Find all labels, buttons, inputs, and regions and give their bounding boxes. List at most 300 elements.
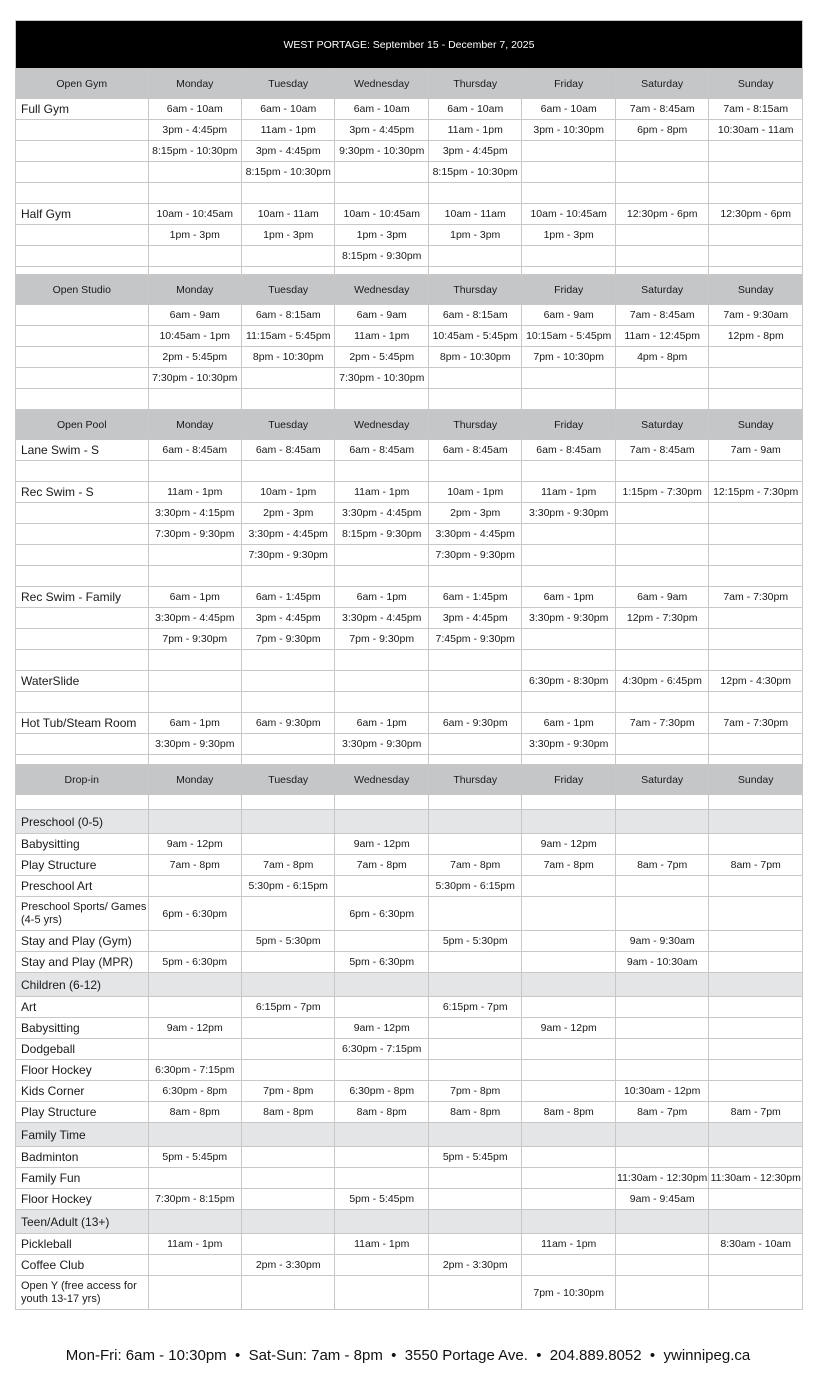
category-cell <box>709 810 803 834</box>
time-cell: 1pm - 3pm <box>335 225 428 246</box>
time-cell: 3:30pm - 9:30pm <box>335 734 428 755</box>
day-header: Thursday <box>428 275 521 305</box>
time-cell: 5pm - 5:30pm <box>428 931 521 952</box>
time-cell <box>335 162 428 183</box>
time-cell: 9:30pm - 10:30pm <box>335 141 428 162</box>
activity-label: Babysitting <box>16 1018 149 1039</box>
activity-label <box>16 267 149 275</box>
time-cell <box>709 267 803 275</box>
time-cell: 5pm - 6:30pm <box>335 952 428 973</box>
time-cell <box>709 566 803 587</box>
time-cell: 9am - 9:45am <box>615 1189 708 1210</box>
time-cell <box>615 1255 708 1276</box>
category-cell <box>148 1123 241 1147</box>
day-header: Sunday <box>709 410 803 440</box>
category-cell <box>428 810 521 834</box>
activity-label: Pickleball <box>16 1234 149 1255</box>
time-cell: 3:30pm - 9:30pm <box>522 734 615 755</box>
time-cell <box>242 692 335 713</box>
schedule-row <box>16 587 803 608</box>
time-cell: 11:30am - 12:30pm <box>615 1168 708 1189</box>
day-header: Monday <box>148 69 241 99</box>
time-cell: 1pm - 3pm <box>148 225 241 246</box>
schedule-row <box>16 162 803 183</box>
time-cell <box>242 897 335 931</box>
schedule-row <box>16 246 803 267</box>
time-cell: 9am - 12pm <box>522 834 615 855</box>
activity-label <box>16 305 149 326</box>
category-label: Children (6-12) <box>16 973 149 997</box>
time-cell <box>615 1039 708 1060</box>
time-cell: 9am - 12pm <box>335 834 428 855</box>
time-cell <box>335 931 428 952</box>
time-cell <box>709 1018 803 1039</box>
time-cell: 3:30pm - 9:30pm <box>522 608 615 629</box>
activity-label <box>16 566 149 587</box>
time-cell: 6pm - 6:30pm <box>335 897 428 931</box>
schedule-row <box>16 692 803 713</box>
category-row <box>16 1123 803 1147</box>
time-cell <box>522 692 615 713</box>
time-cell: 7am - 8:45am <box>615 440 708 461</box>
day-header: Sunday <box>709 765 803 795</box>
time-cell: 7pm - 10:30pm <box>522 1276 615 1310</box>
time-cell: 7am - 8pm <box>335 855 428 876</box>
time-cell <box>709 162 803 183</box>
time-cell: 10am - 10:45am <box>522 204 615 225</box>
time-cell: 11am - 1pm <box>335 326 428 347</box>
time-cell: 6am - 9am <box>615 587 708 608</box>
time-cell <box>615 629 708 650</box>
time-cell: 6am - 8:45am <box>148 440 241 461</box>
day-header: Saturday <box>615 69 708 99</box>
activity-label <box>16 162 149 183</box>
day-header: Saturday <box>615 275 708 305</box>
time-cell: 12:30pm - 6pm <box>709 204 803 225</box>
section-header <box>16 765 803 795</box>
time-cell: 3pm - 10:30pm <box>522 120 615 141</box>
time-cell <box>148 931 241 952</box>
time-cell: 5pm - 5:45pm <box>428 1147 521 1168</box>
schedule-row <box>16 1039 803 1060</box>
time-cell: 8:30am - 10am <box>709 1234 803 1255</box>
time-cell <box>148 267 241 275</box>
time-cell: 6am - 9am <box>148 305 241 326</box>
time-cell: 3pm - 4:45pm <box>428 141 521 162</box>
activity-label <box>16 246 149 267</box>
schedule-title: WEST PORTAGE: September 15 - December 7, 2025 <box>16 21 803 69</box>
time-cell <box>148 876 241 897</box>
time-cell: 3:30pm - 9:30pm <box>522 503 615 524</box>
day-header: Wednesday <box>335 410 428 440</box>
time-cell: 7am - 7:30pm <box>709 713 803 734</box>
time-cell <box>615 692 708 713</box>
time-cell <box>242 755 335 765</box>
time-cell: 6am - 9am <box>522 305 615 326</box>
time-cell: 8am - 7pm <box>709 855 803 876</box>
day-header: Saturday <box>615 410 708 440</box>
activity-label <box>16 225 149 246</box>
time-cell: 3:30pm - 4:45pm <box>335 503 428 524</box>
time-cell: 1pm - 3pm <box>522 225 615 246</box>
time-cell <box>148 183 241 204</box>
time-cell: 8am - 7pm <box>709 1102 803 1123</box>
activity-label <box>16 503 149 524</box>
time-cell <box>522 389 615 410</box>
time-cell <box>615 545 708 566</box>
time-cell <box>242 671 335 692</box>
day-header: Monday <box>148 765 241 795</box>
day-header: Tuesday <box>242 275 335 305</box>
time-cell: 5pm - 6:30pm <box>148 952 241 973</box>
time-cell: 5:30pm - 6:15pm <box>428 876 521 897</box>
category-cell <box>428 973 521 997</box>
schedule-row <box>16 650 803 671</box>
time-cell <box>148 755 241 765</box>
time-cell <box>242 952 335 973</box>
activity-label <box>16 734 149 755</box>
category-cell <box>335 973 428 997</box>
time-cell <box>335 1147 428 1168</box>
time-cell: 11:15am - 5:45pm <box>242 326 335 347</box>
time-cell <box>335 545 428 566</box>
day-header: Friday <box>522 275 615 305</box>
schedule-row <box>16 141 803 162</box>
time-cell: 6am - 10am <box>242 99 335 120</box>
schedule-row <box>16 440 803 461</box>
time-cell: 11am - 1pm <box>522 482 615 503</box>
time-cell <box>522 524 615 545</box>
activity-label <box>16 120 149 141</box>
day-header: Friday <box>522 410 615 440</box>
schedule-row <box>16 461 803 482</box>
time-cell: 11am - 1pm <box>335 1234 428 1255</box>
time-cell <box>522 876 615 897</box>
time-cell <box>709 755 803 765</box>
time-cell: 6am - 1:45pm <box>242 587 335 608</box>
category-cell <box>522 1123 615 1147</box>
time-cell: 8:15pm - 10:30pm <box>242 162 335 183</box>
time-cell <box>428 246 521 267</box>
schedule-row <box>16 1018 803 1039</box>
time-cell <box>428 671 521 692</box>
activity-label: Play Structure <box>16 855 149 876</box>
time-cell <box>522 162 615 183</box>
time-cell: 3:30pm - 4:45pm <box>428 524 521 545</box>
time-cell <box>709 183 803 204</box>
time-cell: 3:30pm - 9:30pm <box>148 734 241 755</box>
time-cell: 6am - 8:15am <box>242 305 335 326</box>
time-cell <box>335 671 428 692</box>
time-cell <box>335 650 428 671</box>
time-cell: 2pm - 5:45pm <box>148 347 241 368</box>
time-cell: 6am - 1pm <box>522 587 615 608</box>
activity-label <box>16 629 149 650</box>
time-cell <box>709 834 803 855</box>
time-cell <box>242 795 335 810</box>
time-cell: 2pm - 5:45pm <box>335 347 428 368</box>
time-cell <box>148 997 241 1018</box>
activity-label: Play Structure <box>16 1102 149 1123</box>
schedule-row <box>16 734 803 755</box>
schedule-row <box>16 1147 803 1168</box>
time-cell: 6:30pm - 7:15pm <box>148 1060 241 1081</box>
time-cell <box>615 267 708 275</box>
time-cell: 11am - 1pm <box>148 1234 241 1255</box>
schedule-row <box>16 713 803 734</box>
time-cell <box>428 952 521 973</box>
activity-label <box>16 755 149 765</box>
schedule-row <box>16 1168 803 1189</box>
time-cell: 7pm - 9:30pm <box>148 629 241 650</box>
activity-label <box>16 326 149 347</box>
category-cell <box>335 1123 428 1147</box>
time-cell <box>615 524 708 545</box>
time-cell <box>242 566 335 587</box>
time-cell <box>615 650 708 671</box>
time-cell <box>522 1255 615 1276</box>
time-cell: 7:30pm - 9:30pm <box>148 524 241 545</box>
day-header: Tuesday <box>242 69 335 99</box>
time-cell: 9am - 12pm <box>148 834 241 855</box>
time-cell <box>242 734 335 755</box>
time-cell <box>522 629 615 650</box>
time-cell: 6:15pm - 7pm <box>242 997 335 1018</box>
category-cell <box>709 1123 803 1147</box>
time-cell <box>522 795 615 810</box>
time-cell <box>242 1018 335 1039</box>
time-cell <box>428 368 521 389</box>
time-cell <box>522 1039 615 1060</box>
time-cell <box>242 1168 335 1189</box>
time-cell <box>242 1189 335 1210</box>
time-cell: 7:30pm - 10:30pm <box>335 368 428 389</box>
schedule-row <box>16 545 803 566</box>
time-cell <box>428 755 521 765</box>
day-header: Sunday <box>709 275 803 305</box>
time-cell: 12:15pm - 7:30pm <box>709 482 803 503</box>
category-cell <box>615 973 708 997</box>
category-cell <box>709 973 803 997</box>
day-header: Thursday <box>428 765 521 795</box>
time-cell <box>615 755 708 765</box>
activity-label: Hot Tub/Steam Room <box>16 713 149 734</box>
activity-label: Preschool Sports/ Games (4-5 yrs) <box>16 897 149 931</box>
time-cell: 11am - 1pm <box>148 482 241 503</box>
activity-label <box>16 524 149 545</box>
section-title: Open Pool <box>16 410 149 440</box>
schedule-row <box>16 1276 803 1310</box>
category-cell <box>709 1210 803 1234</box>
schedule-row <box>16 1102 803 1123</box>
activity-label: Preschool Art <box>16 876 149 897</box>
activity-label <box>16 389 149 410</box>
time-cell: 3pm - 4:45pm <box>242 141 335 162</box>
time-cell <box>242 183 335 204</box>
time-cell <box>709 931 803 952</box>
time-cell: 6am - 9:30pm <box>242 713 335 734</box>
time-cell <box>335 183 428 204</box>
time-cell: 10am - 10:45am <box>148 204 241 225</box>
activity-label: Babysitting <box>16 834 149 855</box>
category-label: Family Time <box>16 1123 149 1147</box>
time-cell <box>615 834 708 855</box>
time-cell <box>148 162 241 183</box>
schedule-row <box>16 389 803 410</box>
time-cell <box>428 834 521 855</box>
time-cell: 11am - 1pm <box>335 482 428 503</box>
time-cell: 2pm - 3:30pm <box>242 1255 335 1276</box>
time-cell: 6am - 8:45am <box>242 440 335 461</box>
time-cell: 10:30am - 11am <box>709 120 803 141</box>
time-cell: 8am - 7pm <box>615 1102 708 1123</box>
category-cell <box>335 1210 428 1234</box>
time-cell <box>428 897 521 931</box>
day-header: Thursday <box>428 410 521 440</box>
time-cell: 7am - 8:45am <box>615 99 708 120</box>
time-cell: 6am - 1:45pm <box>428 587 521 608</box>
activity-label: WaterSlide <box>16 671 149 692</box>
day-header: Wednesday <box>335 69 428 99</box>
time-cell <box>615 734 708 755</box>
time-cell: 11am - 1pm <box>242 120 335 141</box>
time-cell <box>709 141 803 162</box>
time-cell <box>242 389 335 410</box>
time-cell <box>522 545 615 566</box>
time-cell: 1:15pm - 7:30pm <box>615 482 708 503</box>
time-cell <box>615 1147 708 1168</box>
time-cell: 6am - 8:45am <box>335 440 428 461</box>
time-cell: 6:30pm - 7:15pm <box>335 1039 428 1060</box>
time-cell <box>148 1168 241 1189</box>
schedule-row <box>16 755 803 765</box>
time-cell <box>615 997 708 1018</box>
time-cell: 6am - 1pm <box>148 713 241 734</box>
activity-label: Open Y (free access for youth 13-17 yrs) <box>16 1276 149 1310</box>
time-cell <box>335 1255 428 1276</box>
time-cell: 10am - 1pm <box>242 482 335 503</box>
section-header <box>16 275 803 305</box>
time-cell: 9am - 12pm <box>522 1018 615 1039</box>
time-cell <box>148 650 241 671</box>
time-cell: 6am - 1pm <box>335 587 428 608</box>
time-cell: 6am - 1pm <box>335 713 428 734</box>
time-cell <box>148 1039 241 1060</box>
day-header: Wednesday <box>335 765 428 795</box>
category-cell <box>522 973 615 997</box>
time-cell <box>335 795 428 810</box>
day-header: Tuesday <box>242 765 335 795</box>
time-cell <box>428 1060 521 1081</box>
day-header: Monday <box>148 410 241 440</box>
time-cell <box>242 650 335 671</box>
time-cell <box>335 692 428 713</box>
time-cell <box>428 734 521 755</box>
time-cell: 7pm - 10:30pm <box>522 347 615 368</box>
day-header: Sunday <box>709 69 803 99</box>
category-cell <box>148 1210 241 1234</box>
time-cell: 7am - 8pm <box>428 855 521 876</box>
time-cell: 7:30pm - 9:30pm <box>428 545 521 566</box>
category-cell <box>242 810 335 834</box>
time-cell <box>148 1276 241 1310</box>
activity-label: Badminton <box>16 1147 149 1168</box>
activity-label <box>16 650 149 671</box>
time-cell: 7am - 8pm <box>148 855 241 876</box>
time-cell: 8am - 7pm <box>615 855 708 876</box>
time-cell <box>709 795 803 810</box>
section-title: Open Gym <box>16 69 149 99</box>
schedule-table <box>15 20 803 1310</box>
time-cell: 3pm - 4:45pm <box>148 120 241 141</box>
time-cell <box>522 1060 615 1081</box>
time-cell <box>615 566 708 587</box>
category-label: Preschool (0-5) <box>16 810 149 834</box>
time-cell <box>242 1039 335 1060</box>
schedule-row <box>16 566 803 587</box>
time-cell <box>709 876 803 897</box>
day-header: Saturday <box>615 765 708 795</box>
activity-label <box>16 545 149 566</box>
time-cell <box>242 267 335 275</box>
time-cell: 8am - 8pm <box>242 1102 335 1123</box>
time-cell: 7am - 7:30pm <box>615 713 708 734</box>
time-cell <box>522 952 615 973</box>
schedule-row <box>16 326 803 347</box>
time-cell <box>522 1147 615 1168</box>
schedule-row <box>16 1255 803 1276</box>
time-cell: 4:30pm - 6:45pm <box>615 671 708 692</box>
time-cell: 3pm - 4:45pm <box>428 608 521 629</box>
activity-label: Floor Hockey <box>16 1060 149 1081</box>
time-cell <box>148 566 241 587</box>
time-cell <box>148 692 241 713</box>
time-cell: 8am - 8pm <box>428 1102 521 1123</box>
time-cell <box>242 1060 335 1081</box>
time-cell <box>709 650 803 671</box>
time-cell <box>522 246 615 267</box>
activity-label: Art <box>16 997 149 1018</box>
time-cell <box>615 246 708 267</box>
category-cell <box>615 1123 708 1147</box>
schedule-row <box>16 671 803 692</box>
time-cell <box>709 524 803 545</box>
schedule-row <box>16 99 803 120</box>
time-cell: 6am - 1pm <box>148 587 241 608</box>
time-cell: 7am - 8:15am <box>709 99 803 120</box>
schedule-row <box>16 855 803 876</box>
time-cell <box>615 897 708 931</box>
schedule-row <box>16 347 803 368</box>
schedule-row <box>16 368 803 389</box>
schedule-row <box>16 482 803 503</box>
time-cell <box>709 1039 803 1060</box>
activity-label: Dodgeball <box>16 1039 149 1060</box>
time-cell <box>242 461 335 482</box>
time-cell: 8:15pm - 9:30pm <box>335 246 428 267</box>
time-cell <box>709 225 803 246</box>
time-cell: 8pm - 10:30pm <box>428 347 521 368</box>
schedule-row <box>16 524 803 545</box>
time-cell <box>148 461 241 482</box>
time-cell <box>428 1168 521 1189</box>
time-cell <box>335 1276 428 1310</box>
time-cell <box>148 545 241 566</box>
activity-label: Half Gym <box>16 204 149 225</box>
activity-label: Rec Swim - S <box>16 482 149 503</box>
time-cell: 11:30am - 12:30pm <box>709 1168 803 1189</box>
time-cell: 10:45am - 5:45pm <box>428 326 521 347</box>
